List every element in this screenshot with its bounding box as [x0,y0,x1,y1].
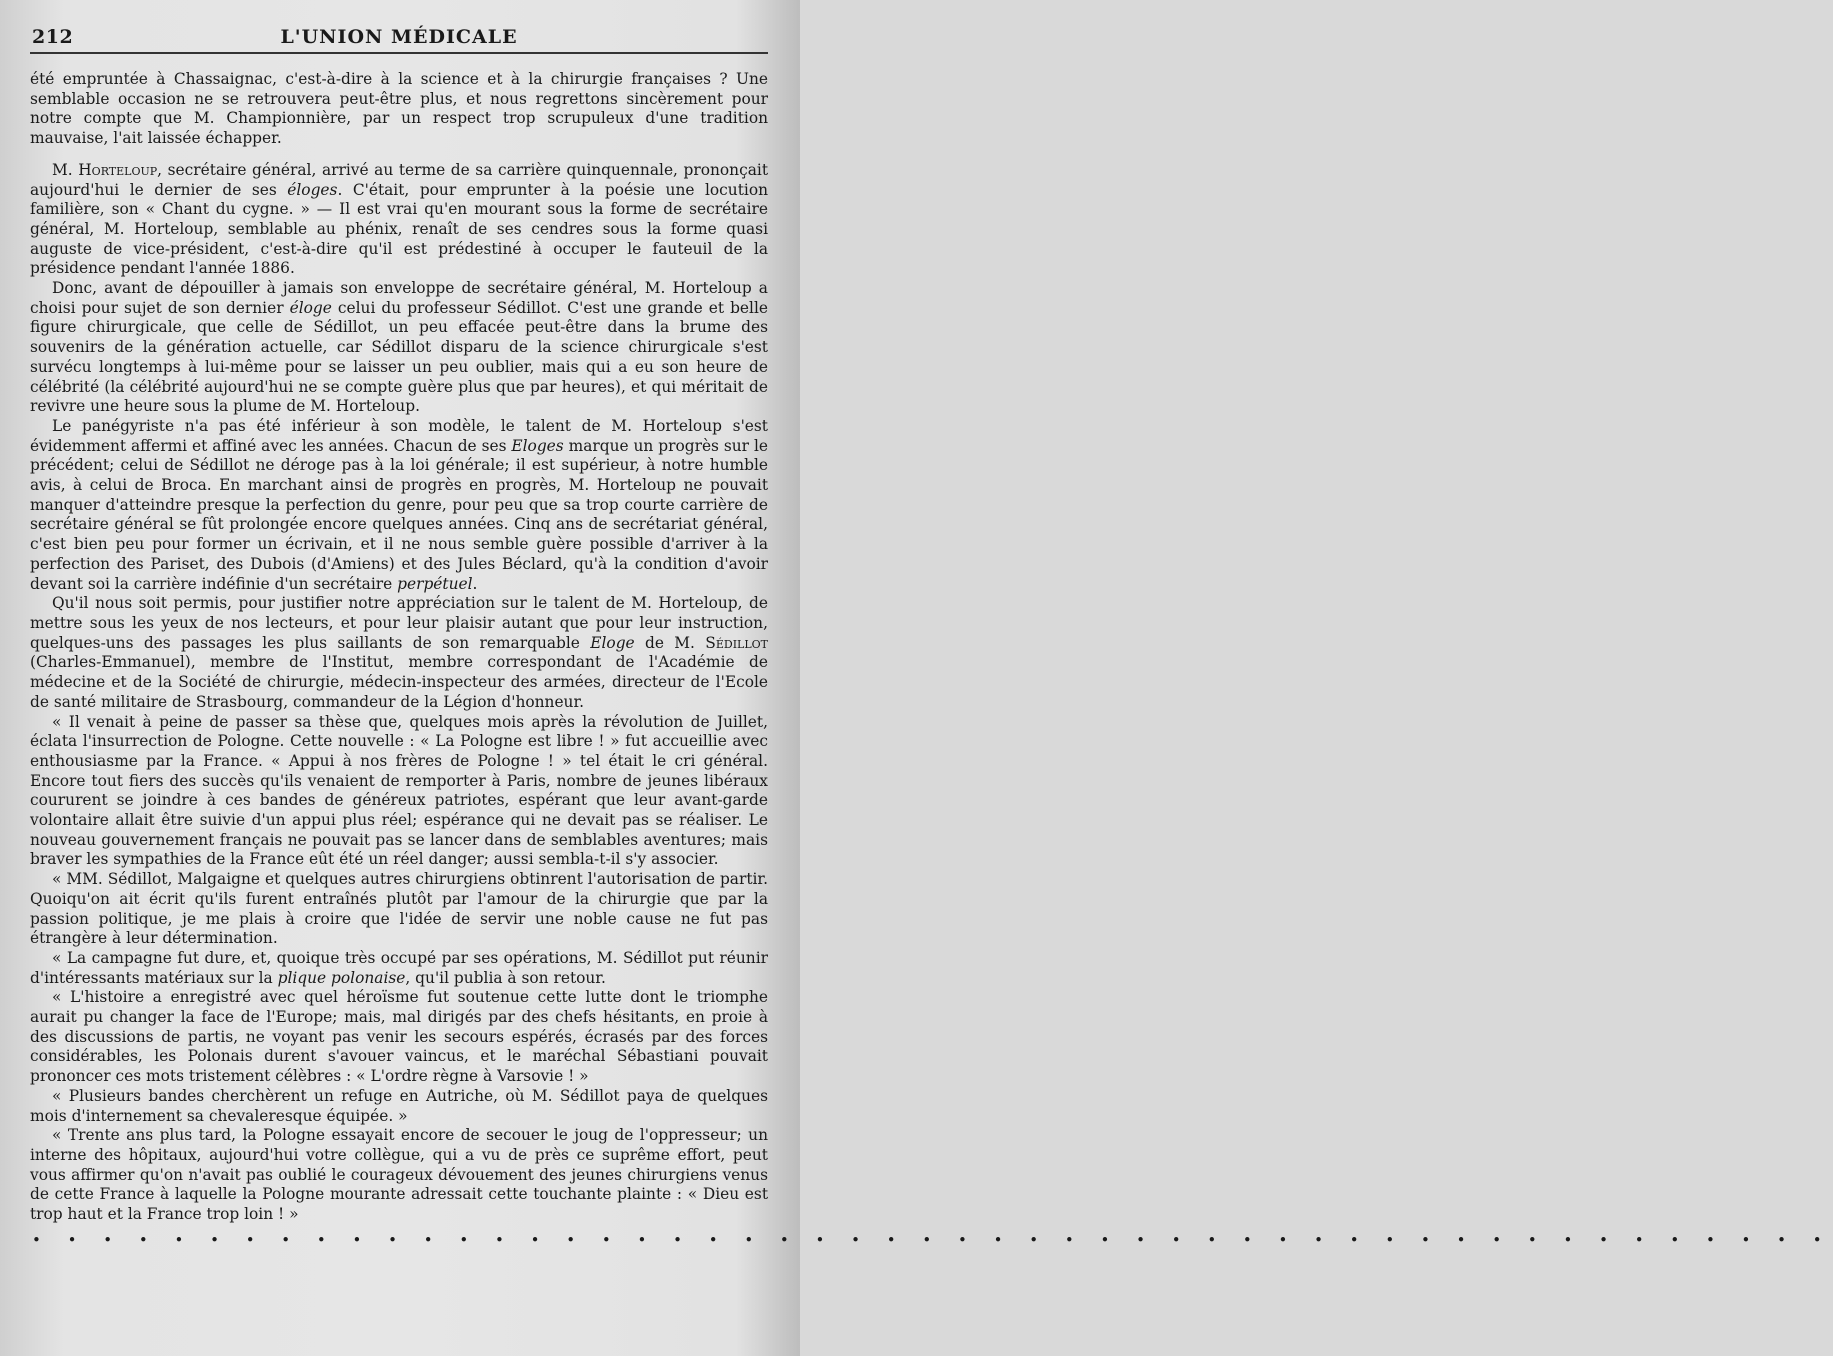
text-run: (Charles-Emmanuel), membre de l'Institut, membre correspondant de l'Académie de médecine et de la Société de chirurgie, médecin-inspecteur des armées, directeur de l'Ecole de santé militaire de Strasbourg, commandeur de la Légion d'honneur. [30,653,768,711]
paragraph-9 [30,988,768,1087]
text-run: , qu'il publia à son retour. [405,968,606,987]
text-run: Donc, avant de dépouiller à jamais son enveloppe de secrétaire général, M. Horteloup a choisi pour sujet de son dernier [30,279,768,317]
italic-run: Eloges [511,436,564,455]
text-run: celui du professeur Sédillot. C'est une grande et belle figure chirurgicale, que celle de Sédillot, un peu effacée peut-être dans la brume des souvenirs de la génération actuelle, car Sédillot disparu de la science chirurgicale s'est survécu longtemps à lui-même pour se laisser un peu oublier, mais qui a eu son heure de célébrité (la célébrité aujourd'hui ne se compte guère plus que par heures), et qui méritait de revivre une heure sous la plume de M. Horteloup. [30,298,768,416]
paragraph-6 [30,713,768,871]
text-run: été empruntée à Chassaignac, c'est-à-dire à la science et à la chirurgie françaises ? Une semblable occasion ne se retrouvera peut-être plus, et nous regrettons sincèrement pour notre compte que M. Championnière, par un respect trop scrupuleux d'une tradition mauvaise, l'ait laissée échapper. [30,70,768,148]
text-run: « Trente ans plus tard, la Pologne essayait encore de secouer le joug de l'oppresseur; un interne des hôpitaux, aujourd'hui votre collègue, qui a vu de près ce suprême effort, peut vous affirmer qu'on n'avait pas oublié le courageux dévouement des jeunes chirurgiens venus de cette France à laquelle la Pologne mourante adressait cette touchante plainte : « Dieu est trop haut et la France trop loin ! » [30,1126,768,1224]
paragraph-8 [30,949,768,988]
paragraph-3 [30,279,768,417]
page-number: 212 [32,26,74,48]
italic-run: éloges [287,180,338,199]
text-run: « L'histoire a enregistré avec quel héroïsme fut soutenue cette lutte dont le triomphe aurait pu changer la face de l'Europe; mais, mal dirigés par des chefs hésitants, en proie à des discussions de partis, ne voyant pas venir les secours espérés, écrasés par des forces considérables, les Polonais durent s'avouer vaincus, et le maréchal Sébastiani pouvait prononcer ces mots tristement célèbres : « L'ordre règne à Varsovie ! » [30,988,768,1086]
text-run: de M. [634,633,706,652]
text-run: « MM. Sédillot, Malgaigne et quelques autres chirurgiens obtinrent l'autorisation de partir. Quoiqu'on ait écrit qu'ils furent entraînés plutôt par l'amour de la chirurgie que par la passion politique, je me plais à croire que l'idée de servir une noble cause ne fut pas étrangère à leur détermination. [30,870,768,948]
running-title: L'UNION MÉDICALE [280,26,518,48]
text-run: . C'était, pour emprunter à la poésie une locution familière, son « Chant du cygne. » — Il est vrai qu'en mourant sous la forme de secrétaire général, M. Horteloup, semblable au phénix, renaît de ses cendres sous la forme quasi auguste de vice-président, c'est-à-dire qu'il est prédestiné à occuper le fauteuil de la présidence pendant l'année 1886. [30,180,768,278]
text-run: Le panégyriste n'a pas été inférieur à son modèle, le talent de M. Horteloup s'est évidemment affermi et affiné avec les années. Chacun de ses [30,416,768,455]
page-header [30,22,768,54]
paragraph-7 [30,870,768,949]
text-run: , secrétaire général, arrivé au terme de sa carrière quinquennale, prononçait aujourd'hui le dernier de ses [30,160,768,199]
italic-run: perpétuel [397,574,473,593]
text-run: « Plusieurs bandes cherchèrent un refuge en Autriche, où M. Sédillot paya de quelques mois d'internement sa chevaleresque équipée. » [30,1086,768,1125]
text-run: « La campagne fut dure, et, quoique très occupé par ses opérations, M. Sédillot put réunir d'intéressants matériaux sur la [30,948,768,987]
paragraph-11 [30,1126,768,1225]
text-run: « Il venait à peine de passer sa thèse que, quelques mois après la révolution de Juillet, éclata l'insurrection de Pologne. Cette nouvelle : « La Pologne est libre ! » fut accueillie avec enthousiasme par la France. « Appui à nos frères de Pologne ! » tel était le cri général. Encore tout fiers des succès qu'ils venaient de remporter à Paris, nombre de jeunes libéraux coururent se joindre à ces bandes de généreux patriotes, espérant que leur avant-garde volontaire allait être suivie d'un appui plus réel; espérance qui ne devait pas se réaliser. Le nouveau gouvernement français ne pouvait pas se lancer dans de semblables aventures; mais braver les sympathies de la France eût été un réel danger; aussi sembla-t-il s'y associer. [30,712,768,869]
paragraph-10 [30,1087,768,1126]
text-run: M. [52,160,79,179]
italic-run: Eloge [590,633,635,652]
article-body [30,70,768,1225]
paragraph-1 [30,70,768,149]
text-run: marque un progrès sur le précédent; celui de Sédillot ne déroge pas à la loi générale; il est supérieur, à notre humble avis, à celui de Broca. En marchant ainsi de progrès en progrès, M. Horteloup ne pouvait manquer d'atteindre presque la perfection du genre, pour peu que sa trop courte carrière de secrétaire général se fût prolongée encore quelques années. Cinq ans de secrétariat général, c'est bien peu pour former un écrivain, et il ne nous semble guère possible d'arriver à la perfection des Pariset, des Dubois (d'Amiens) et des Jules Béclard, qu'à la condition d'avoir devant soi la carrière indéfinie d'un secrétaire [30,436,768,593]
italic-run: plique polonaise [277,968,406,987]
small-caps-name: Horteloup [78,160,158,179]
text-run: Qu'il nous soit permis, pour justifier notre appréciation sur le talent de M. Horteloup, de mettre sous les yeux de nos lecteurs, et pour leur plaisir autant que pour leur instruction, quelques-uns des passages les plus saillants de son remarquable [30,594,768,652]
paragraph-5 [30,594,768,712]
paragraph-4 [30,417,768,594]
section-separator-dots: • • • • • • • • • • • • • • • • • • • • • • • • • • • • • • • • • • • • • • • • • • • • • • • • • • • [32,1230,1833,1249]
text-run: . [472,574,478,593]
italic-run: éloge [289,298,332,317]
paragraph-2 [30,161,768,279]
small-caps-name: Sédillot [705,633,768,652]
